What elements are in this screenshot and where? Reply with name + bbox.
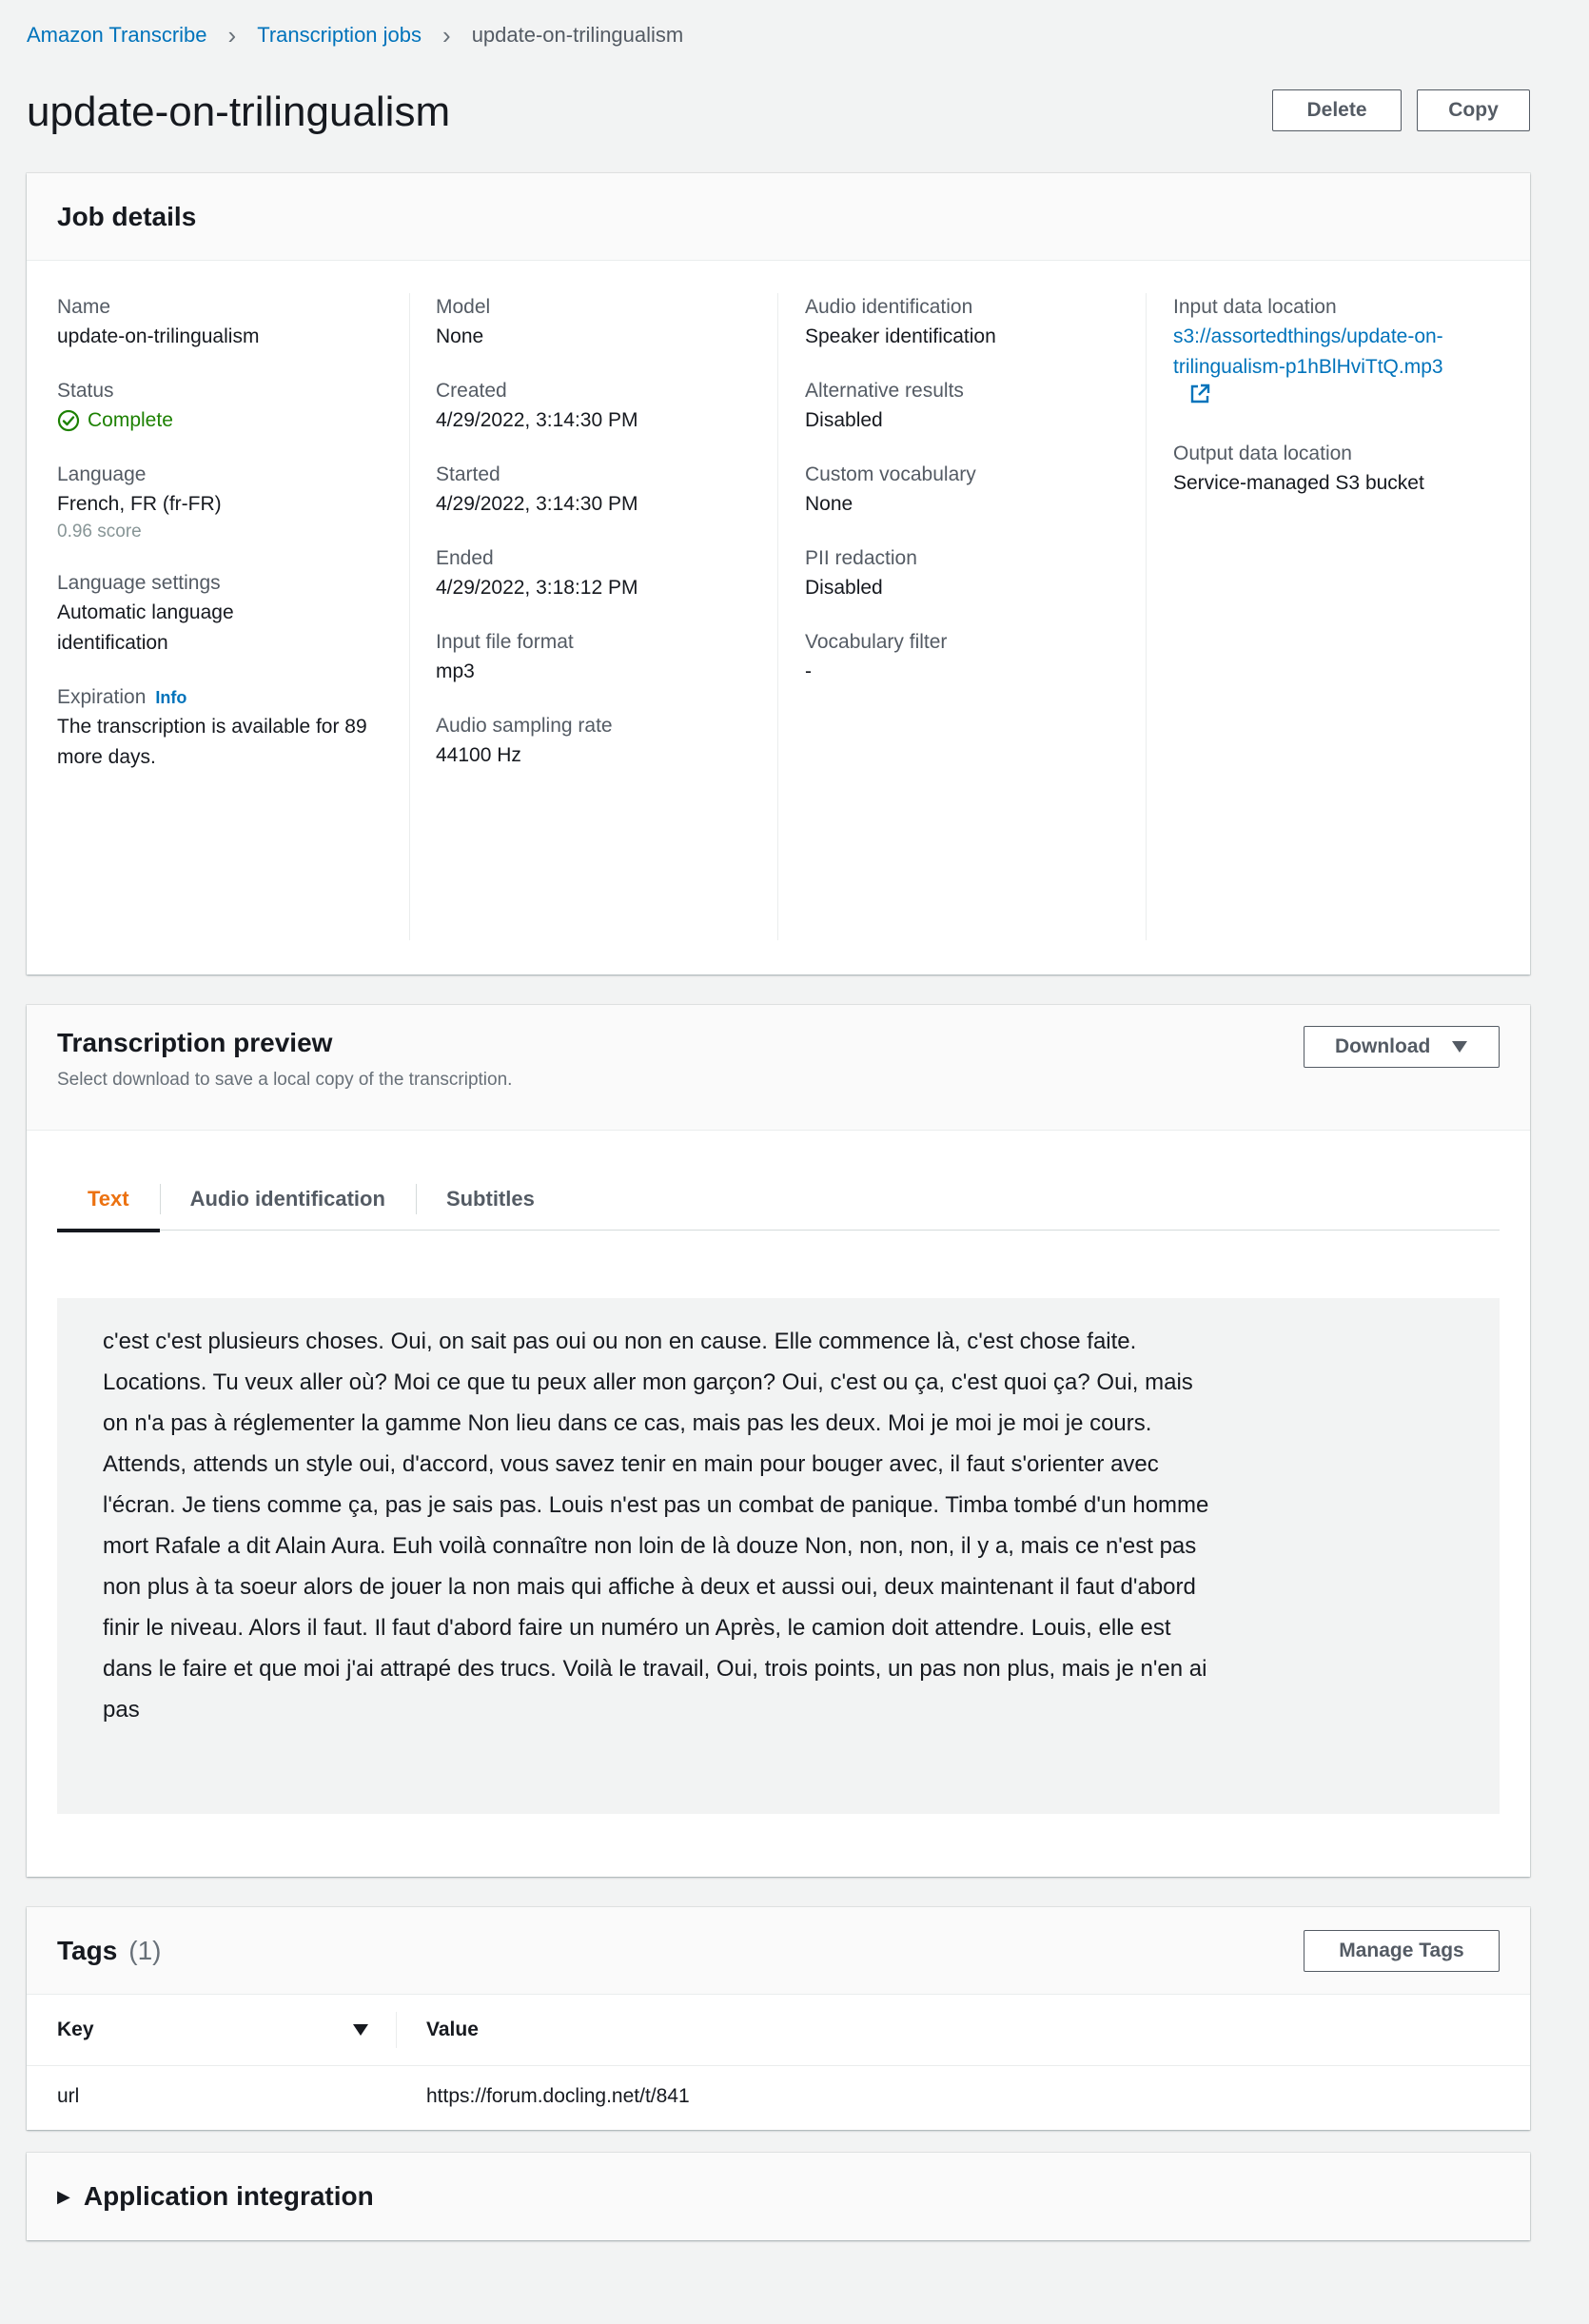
transcription-preview-panel — [27, 1005, 1530, 1877]
job-details-header — [27, 173, 1530, 261]
created-field — [436, 377, 777, 436]
created-label: Created — [436, 380, 507, 402]
expiration-field — [57, 683, 385, 773]
model-value: None — [436, 325, 484, 347]
job-details-title: Job details — [57, 201, 197, 231]
input-location-field — [1173, 293, 1507, 415]
status-value: Complete — [88, 409, 173, 431]
input-format-field — [436, 628, 777, 687]
started-field — [436, 461, 777, 520]
column-divider — [396, 2012, 397, 2048]
check-circle-icon — [57, 409, 80, 432]
audio-id-field — [805, 293, 1146, 352]
tags-panel — [27, 1907, 1530, 2130]
tag-value-cell: https://forum.docling.net/t/841 — [426, 2085, 690, 2107]
expiration-info-link[interactable]: Info — [155, 688, 187, 707]
input-location-line-1[interactable]: s3://assortedthings/update-on- — [1173, 325, 1443, 347]
alt-results-field — [805, 377, 1146, 436]
input-format-label: Input file format — [436, 631, 574, 653]
sampling-rate-value: 44100 Hz — [436, 744, 521, 766]
preview-subtitle: Select download to save a local copy of the transcription. — [57, 1070, 513, 1090]
input-location-link[interactable] — [1173, 322, 1507, 415]
caret-right-icon[interactable]: ▶ — [57, 2186, 70, 2206]
tag-key-cell: url — [57, 2085, 80, 2107]
model-field — [436, 293, 777, 352]
tags-header — [27, 1907, 1530, 1995]
table-row — [27, 2066, 1530, 2127]
caret-down-icon — [1451, 1040, 1468, 1054]
transcript-box — [57, 1298, 1500, 1814]
chevron-right-icon: › — [442, 21, 451, 49]
tab-audio-identification[interactable]: Audio identification — [160, 1169, 416, 1230]
language-value: French, FR (fr-FR) — [57, 493, 222, 515]
tags-table-header — [27, 1995, 1530, 2066]
status-badge — [57, 405, 385, 436]
download-dropdown-button[interactable] — [1304, 1026, 1500, 1068]
pii-label: PII redaction — [805, 547, 917, 569]
custom-vocab-value: None — [805, 493, 853, 515]
copy-button[interactable]: Copy — [1417, 89, 1530, 131]
chevron-right-icon: › — [227, 21, 237, 49]
audio-id-value: Speaker identification — [805, 325, 996, 347]
breadcrumb-amazon-transcribe[interactable]: Amazon Transcribe — [27, 23, 207, 47]
details-column-1 — [57, 293, 385, 798]
model-label: Model — [436, 296, 491, 318]
download-label: Download — [1335, 1035, 1431, 1057]
name-field — [57, 293, 385, 352]
status-label: Status — [57, 380, 114, 402]
audio-id-label: Audio identification — [805, 296, 973, 318]
ended-field — [436, 544, 777, 603]
manage-tags-button[interactable]: Manage Tags — [1304, 1930, 1500, 1972]
input-location-line-2[interactable]: trilingualism-p1hBlHviTtQ.mp3 — [1173, 356, 1443, 378]
output-location-field — [1173, 440, 1507, 499]
breadcrumb — [27, 23, 683, 48]
status-field — [57, 377, 385, 436]
tab-text[interactable]: Text — [57, 1169, 160, 1230]
name-value: update-on-trilingualism — [57, 325, 260, 347]
job-details-columns — [27, 261, 1530, 971]
language-settings-value: Automatic language identification — [57, 601, 234, 654]
preview-title: Transcription preview — [57, 1028, 333, 1057]
input-format-value: mp3 — [436, 660, 475, 682]
key-column-header[interactable]: Key — [57, 2019, 94, 2040]
language-field — [57, 461, 385, 544]
application-integration-section[interactable] — [27, 2153, 1530, 2240]
job-details-panel — [27, 173, 1530, 975]
details-column-2 — [409, 293, 777, 940]
sampling-rate-label: Audio sampling rate — [436, 715, 613, 737]
output-location-label: Output data location — [1173, 443, 1352, 464]
vocab-filter-field — [805, 628, 1146, 687]
language-score: 0.96 score — [57, 522, 142, 542]
name-label: Name — [57, 296, 111, 318]
sampling-rate-field — [436, 712, 777, 771]
expiration-label-row — [57, 683, 385, 712]
vocab-filter-label: Vocabulary filter — [805, 631, 948, 653]
language-settings-field — [57, 569, 385, 659]
tags-count: (1) — [128, 1935, 162, 1965]
tags-title: Tags — [57, 1935, 118, 1965]
pii-field — [805, 544, 1146, 603]
custom-vocab-label: Custom vocabulary — [805, 463, 976, 485]
vocab-filter-value: - — [805, 660, 812, 682]
breadcrumb-transcription-jobs[interactable]: Transcription jobs — [257, 23, 422, 47]
started-label: Started — [436, 463, 500, 485]
ended-label: Ended — [436, 547, 494, 569]
created-value: 4/29/2022, 3:14:30 PM — [436, 409, 638, 431]
language-settings-label: Language settings — [57, 572, 221, 594]
details-column-3 — [777, 293, 1146, 940]
ended-value: 4/29/2022, 3:18:12 PM — [436, 577, 638, 599]
sort-descending-icon[interactable] — [352, 2023, 369, 2037]
tags-title-row — [57, 1936, 162, 1966]
transcript-text: c'est c'est plusieurs choses. Oui, on sait pas oui ou non en cause. Elle commence là, c'est chose faite. Locations. Tu veux aller où? Moi ce que tu peux aller mon garçon? Oui, c'est ou ça, c'est quoi ça? Oui, mais on n'a pas à réglementer la gamme Non lieu dans ce cas, mais pas les deux. Moi je moi je moi je cours. Attends, attends un style oui, d'accord, vous savez tenir en main pour bouger avec, il faut s'orienter avec l'écran. Je tiens comme ça, pas je sais pas. Louis n'est pas un combat de panique. Timba tombé d'un homme mort Rafale a dit Alain Aura. Euh voilà connaître non loin de là douze Non, non, non, il y a, mais ce n'est pas non plus à ta soeur alors de jouer la non mais qui affiche à deux et aussi oui, deux maintenant il faut d'abord finir le niveau. Alors il faut. Il faut d'abord faire un numéro un Après, le camion doit attendre. Louis, elle est dans le faire et que moi j'ai attrapé des trucs. Voilà le travail, Oui, trois points, un pas non plus, mais je n'en ai pas — [103, 1329, 1209, 1723]
expiration-value: The transcription is available for 89 more days. — [57, 716, 367, 768]
output-location-value: Service-managed S3 bucket — [1173, 472, 1424, 494]
page-title: update-on-trilingualism — [27, 89, 451, 135]
language-label: Language — [57, 463, 147, 485]
tab-subtitles[interactable]: Subtitles — [416, 1169, 565, 1230]
started-value: 4/29/2022, 3:14:30 PM — [436, 493, 638, 515]
value-column-header: Value — [426, 2019, 479, 2040]
external-link-icon[interactable] — [1188, 383, 1211, 405]
alt-results-label: Alternative results — [805, 380, 964, 402]
preview-tabs — [57, 1169, 1500, 1231]
custom-vocab-field — [805, 461, 1146, 520]
expiration-label: Expiration — [57, 686, 147, 708]
delete-button[interactable]: Delete — [1272, 89, 1402, 131]
details-column-4 — [1146, 293, 1507, 940]
breadcrumb-current: update-on-trilingualism — [471, 23, 684, 47]
application-integration-title[interactable]: Application integration — [83, 2181, 374, 2211]
pii-value: Disabled — [805, 577, 883, 599]
input-location-label: Input data location — [1173, 296, 1337, 318]
alt-results-value: Disabled — [805, 409, 883, 431]
preview-header — [27, 1005, 1530, 1131]
